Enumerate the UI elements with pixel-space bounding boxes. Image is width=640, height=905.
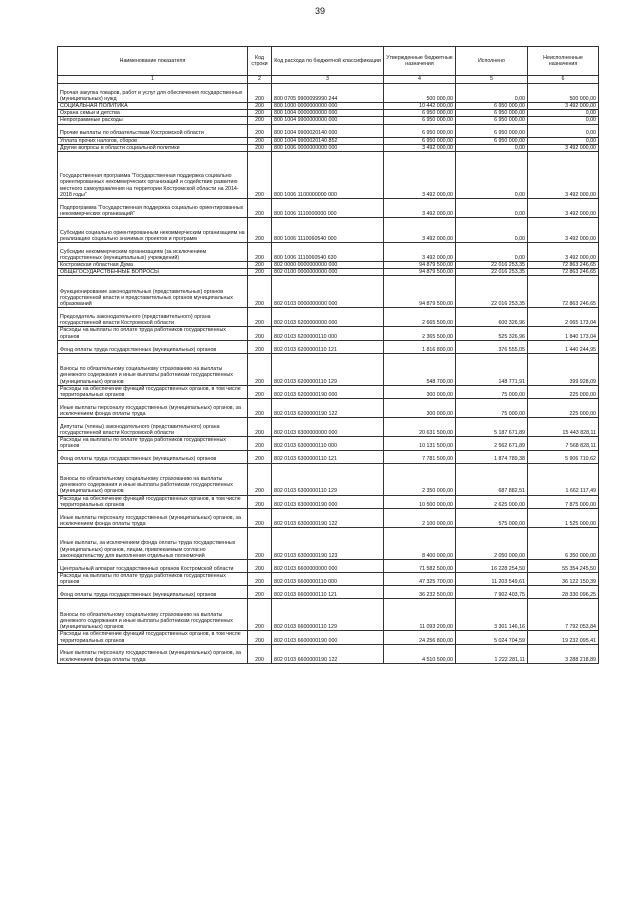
executed-amount: 22 016 253,35 — [456, 276, 528, 308]
table-row — [58, 110, 599, 117]
executed-amount: 6 950 000,00 — [456, 110, 528, 117]
executed-amount: 6 950 000,00 — [456, 137, 528, 144]
unexecuted-amount: 72 863 246,65 — [528, 269, 599, 276]
indicator-name: Взносы по обязательному социальному страхованию на выплаты денежного содержания и иные выплаты работникам государственных (муниципальных) органов — [58, 599, 248, 631]
approved-amount: 11 093 200,00 — [384, 599, 456, 631]
indicator-name: Расходы на обеспечение функций государственных органов, в том числе территориальных органов — [58, 385, 248, 398]
line-code: 200 — [248, 495, 272, 508]
table-row — [58, 218, 599, 243]
unexecuted-amount: 3 288 218,89 — [528, 644, 599, 663]
budget-code: 802 0103 6300000190 122 — [272, 509, 384, 528]
approved-amount: 24 256 800,00 — [384, 631, 456, 644]
indicator-name: Расходы на выплаты по оплате труда работников государственных органов — [58, 327, 248, 340]
unexecuted-amount: 5 906 710,62 — [528, 450, 599, 463]
unexecuted-amount: 3 492 000,00 — [528, 152, 599, 199]
table-body — [58, 84, 599, 664]
approved-amount: 1 816 800,00 — [384, 340, 456, 353]
table-row — [58, 199, 599, 218]
executed-amount: 525 326,96 — [456, 327, 528, 340]
unexecuted-amount: 3 492 000,00 — [528, 218, 599, 243]
unexecuted-amount: 7 568 828,11 — [528, 437, 599, 450]
indicator-name: Уплата прочих налогов, сборов — [58, 137, 248, 144]
table-row — [58, 269, 599, 276]
header-unexecuted: Неисполненные назначения — [528, 47, 599, 76]
executed-amount: 600 326,96 — [456, 308, 528, 327]
indicator-name: Другие вопросы в области социальной политики — [58, 144, 248, 151]
unexecuted-amount: 0,00 — [528, 110, 599, 117]
approved-amount: 10 442 000,00 — [384, 103, 456, 110]
line-code: 200 — [248, 103, 272, 110]
header-approved: Утвержденные бюджетные назначения — [384, 47, 456, 76]
indicator-name: Центральный аппарат государственных органов Костромской области — [58, 560, 248, 573]
executed-amount: 22 016 253,35 — [456, 269, 528, 276]
table-row — [58, 573, 599, 586]
approved-amount: 20 631 500,00 — [384, 418, 456, 437]
executed-amount: 22 016 253,35 — [456, 262, 528, 269]
indicator-name: Функционирование законодательных (представительных) органов государственной власти и представительных органов муниципальных образований — [58, 276, 248, 308]
budget-code: 802 0103 6200000110 121 — [272, 340, 384, 353]
approved-amount: 2 665 500,00 — [384, 308, 456, 327]
budget-code: 802 0103 6600000110 121 — [272, 586, 384, 599]
executed-amount: 6 950 000,00 — [456, 117, 528, 124]
unexecuted-amount: 1 840 173,04 — [528, 327, 599, 340]
approved-amount: 3 492 000,00 — [384, 144, 456, 151]
indicator-name: Расходы на обеспечение функций государственных органов, в том числе территориальных органов — [58, 495, 248, 508]
indicator-name: Депутаты (члены) законодательного (представительного) органа государственной власти Костромской области — [58, 418, 248, 437]
line-code: 200 — [248, 418, 272, 437]
indicator-name: Государственная программа "Государственная поддержка социально ориентированных некоммерческих организаций и содействие развитию местного самоуправления на территории Костромской области на 2014-2018 годы" — [58, 152, 248, 199]
executed-amount: 75 000,00 — [456, 399, 528, 418]
executed-amount: 6 950 000,00 — [456, 124, 528, 137]
unexecuted-amount: 19 232 095,41 — [528, 631, 599, 644]
executed-amount: 75 000,00 — [456, 385, 528, 398]
executed-amount: 0,00 — [456, 199, 528, 218]
executed-amount: 0,00 — [456, 218, 528, 243]
line-code: 200 — [248, 353, 272, 385]
approved-amount: 300 000,00 — [384, 399, 456, 418]
table-row — [58, 418, 599, 437]
table-row — [58, 137, 599, 144]
executed-amount: 2 050 000,00 — [456, 528, 528, 560]
budget-code: 800 1006 1110060540 630 — [272, 243, 384, 262]
approved-amount: 8 400 000,00 — [384, 528, 456, 560]
indicator-name: Расходы на обеспечение функций государственных органов, в том числе территориальных органов — [58, 631, 248, 644]
indicator-name: Фонд оплаты труда государственных (муниципальных) органов — [58, 586, 248, 599]
unexecuted-amount: 0,00 — [528, 117, 599, 124]
unexecuted-amount: 225 000,00 — [528, 385, 599, 398]
executed-amount: 687 882,51 — [456, 463, 528, 495]
budget-code: 800 1004 0000000000 000 — [272, 110, 384, 117]
approved-amount: 7 781 500,00 — [384, 450, 456, 463]
indicator-name: Субсидии социально ориентированным некоммерческим организациям на реализацию социально значимых проектов и программ — [58, 218, 248, 243]
indicator-name: Иные выплаты персоналу государственных (муниципальных) органов, за исключением фонда оплаты труда — [58, 399, 248, 418]
approved-amount: 3 492 000,00 — [384, 199, 456, 218]
budget-code: 802 0103 6600000190 000 — [272, 631, 384, 644]
budget-code: 802 0103 6600000110 129 — [272, 599, 384, 631]
table-row — [58, 152, 599, 199]
table-row — [58, 353, 599, 385]
executed-amount: 6 950 000,00 — [456, 103, 528, 110]
approved-amount: 2 100 000,00 — [384, 509, 456, 528]
table-row — [58, 327, 599, 340]
unexecuted-amount: 399 928,09 — [528, 353, 599, 385]
table-row — [58, 385, 599, 398]
indicator-name: Взносы по обязательному социальному страхованию на выплаты денежного содержания и иные выплаты работникам государственных (муниципальных) органов — [58, 463, 248, 495]
indicator-name: Фонд оплаты труда государственных (муниципальных) органов — [58, 340, 248, 353]
executed-amount: 0,00 — [456, 84, 528, 103]
indicator-name: Фонд оплаты труда государственных (муниципальных) органов — [58, 450, 248, 463]
column-numbers-row — [58, 76, 599, 84]
table-row — [58, 450, 599, 463]
column-number: 2 — [248, 76, 272, 84]
table-row — [58, 644, 599, 663]
table-row — [58, 144, 599, 151]
approved-amount: 10 500 000,00 — [384, 495, 456, 508]
indicator-name: Иные выплаты, за исключением фонда оплаты труда государственных (муниципальных) органов, лицам, привлекаемым согласно законодательству для выполнения отдельных полномочий — [58, 528, 248, 560]
unexecuted-amount: 225 000,00 — [528, 399, 599, 418]
budget-code: 802 0103 6300000190 123 — [272, 528, 384, 560]
unexecuted-amount: 7 792 053,84 — [528, 599, 599, 631]
table-row — [58, 243, 599, 262]
approved-amount: 3 492 000,00 — [384, 152, 456, 199]
line-code: 200 — [248, 276, 272, 308]
line-code: 200 — [248, 560, 272, 573]
budget-code: 800 1006 1110000000 000 — [272, 199, 384, 218]
column-number: 3 — [272, 76, 384, 84]
indicator-name: Подпрограмма "Государственная поддержка социально ориентированных некоммерческих организаций" — [58, 199, 248, 218]
table-row — [58, 437, 599, 450]
line-code: 200 — [248, 327, 272, 340]
page-number: 39 — [314, 6, 325, 16]
budget-code: 800 0705 9900099990 244 — [272, 84, 384, 103]
budget-code: 800 1006 0000000000 000 — [272, 144, 384, 151]
table-row — [58, 124, 599, 137]
table-row — [58, 495, 599, 508]
table-row — [58, 276, 599, 308]
line-code: 200 — [248, 463, 272, 495]
indicator-name: Иные выплаты персоналу государственных (муниципальных) органов, за исключением фонда оплаты труда — [58, 644, 248, 663]
line-code: 200 — [248, 137, 272, 144]
indicator-name: Субсидии некоммерческим организациям (за исключением государственных (муниципальных) учреждений) — [58, 243, 248, 262]
table-row — [58, 399, 599, 418]
unexecuted-amount: 3 492 000,00 — [528, 103, 599, 110]
table-row — [58, 103, 599, 110]
line-code: 200 — [248, 509, 272, 528]
table-row — [58, 528, 599, 560]
approved-amount: 548 700,00 — [384, 353, 456, 385]
table-header-row — [58, 47, 599, 76]
line-code: 200 — [248, 586, 272, 599]
budget-code: 802 0103 0000000000 000 — [272, 276, 384, 308]
table-row — [58, 599, 599, 631]
executed-amount: 0,00 — [456, 152, 528, 199]
approved-amount: 36 232 500,00 — [384, 586, 456, 599]
column-number: 5 — [456, 76, 528, 84]
unexecuted-amount: 3 492 000,00 — [528, 144, 599, 151]
budget-code: 802 0000 0000000000 000 — [272, 262, 384, 269]
unexecuted-amount: 15 443 828,11 — [528, 418, 599, 437]
line-code: 200 — [248, 573, 272, 586]
budget-code: 802 0103 6200000110 000 — [272, 327, 384, 340]
executed-amount: 3 301 146,16 — [456, 599, 528, 631]
line-code: 200 — [248, 144, 272, 151]
unexecuted-amount: 72 863 246,65 — [528, 262, 599, 269]
approved-amount: 6 950 000,00 — [384, 117, 456, 124]
indicator-name: СОЦИАЛЬНАЯ ПОЛИТИКА — [58, 103, 248, 110]
executed-amount: 1 222 281,11 — [456, 644, 528, 663]
header-line-code: Код строки — [248, 47, 272, 76]
indicator-name: Охрана семьи и детства — [58, 110, 248, 117]
approved-amount: 6 950 000,00 — [384, 124, 456, 137]
line-code: 200 — [248, 450, 272, 463]
indicator-name: Расходы на выплаты по оплате труда работников государственных органов — [58, 437, 248, 450]
indicator-name: Расходы на выплаты по оплате труда работников государственных органов — [58, 573, 248, 586]
budget-code: 802 0100 0000000000 000 — [272, 269, 384, 276]
line-code: 200 — [248, 110, 272, 117]
executed-amount: 5 187 671,89 — [456, 418, 528, 437]
column-number: 6 — [528, 76, 599, 84]
budget-code: 802 0103 6600000190 122 — [272, 644, 384, 663]
executed-amount: 2 625 000,00 — [456, 495, 528, 508]
unexecuted-amount: 3 492 000,00 — [528, 199, 599, 218]
approved-amount: 300 000,00 — [384, 385, 456, 398]
approved-amount: 71 582 500,00 — [384, 560, 456, 573]
line-code: 200 — [248, 599, 272, 631]
budget-code: 802 0103 6200000110 129 — [272, 353, 384, 385]
table-row — [58, 560, 599, 573]
budget-code: 802 0103 6200000190 000 — [272, 385, 384, 398]
unexecuted-amount: 1 440 244,95 — [528, 340, 599, 353]
budget-code: 800 1004 9900000000 000 — [272, 117, 384, 124]
budget-code: 802 0103 6600000000 000 — [272, 560, 384, 573]
executed-amount: 148 771,91 — [456, 353, 528, 385]
table-row — [58, 631, 599, 644]
budget-code: 802 0103 6600000110 000 — [272, 573, 384, 586]
approved-amount: 94 879 500,00 — [384, 276, 456, 308]
indicator-name: Иные выплаты персоналу государственных (муниципальных) органов, за исключением фонда оплаты труда — [58, 509, 248, 528]
budget-code: 800 1000 0000000000 000 — [272, 103, 384, 110]
table-row — [58, 586, 599, 599]
line-code: 200 — [248, 528, 272, 560]
budget-code: 800 1006 1110060540 000 — [272, 218, 384, 243]
unexecuted-amount: 500 000,00 — [528, 84, 599, 103]
executed-amount: 16 228 254,50 — [456, 560, 528, 573]
indicator-name: ОБЩЕГОСУДАРСТВЕННЫЕ ВОПРОСЫ — [58, 269, 248, 276]
approved-amount: 47 325 700,00 — [384, 573, 456, 586]
header-indicator-name: Наименование показателя — [58, 47, 248, 76]
indicator-name: Председатель законодательного (представительного) органа государственной власти Костромской области — [58, 308, 248, 327]
line-code: 200 — [248, 385, 272, 398]
approved-amount: 4 510 500,00 — [384, 644, 456, 663]
column-number: 4 — [384, 76, 456, 84]
line-code: 200 — [248, 399, 272, 418]
budget-code: 802 0103 6300000190 000 — [272, 495, 384, 508]
budget-code: 802 0103 6300000110 129 — [272, 463, 384, 495]
approved-amount: 500 000,00 — [384, 84, 456, 103]
unexecuted-amount: 55 354 245,50 — [528, 560, 599, 573]
unexecuted-amount: 28 330 096,25 — [528, 586, 599, 599]
line-code: 200 — [248, 644, 272, 663]
budget-code: 802 0103 6200000190 122 — [272, 399, 384, 418]
column-number: 1 — [58, 76, 248, 84]
approved-amount: 3 492 000,00 — [384, 243, 456, 262]
unexecuted-amount: 1 662 117,49 — [528, 463, 599, 495]
executed-amount: 575 000,00 — [456, 509, 528, 528]
line-code: 200 — [248, 308, 272, 327]
line-code: 200 — [248, 218, 272, 243]
line-code: 200 — [248, 631, 272, 644]
executed-amount: 5 024 704,59 — [456, 631, 528, 644]
indicator-name: Непрограммные расходы — [58, 117, 248, 124]
table-row — [58, 463, 599, 495]
executed-amount: 2 562 671,89 — [456, 437, 528, 450]
line-code: 200 — [248, 199, 272, 218]
unexecuted-amount: 0,00 — [528, 137, 599, 144]
approved-amount: 2 350 000,00 — [384, 463, 456, 495]
executed-amount: 11 203 549,61 — [456, 573, 528, 586]
unexecuted-amount: 2 065 173,04 — [528, 308, 599, 327]
unexecuted-amount: 1 525 000,00 — [528, 509, 599, 528]
line-code: 200 — [248, 437, 272, 450]
budget-code: 802 0103 6300000110 000 — [272, 437, 384, 450]
budget-code: 800 1004 9900020140 852 — [272, 137, 384, 144]
unexecuted-amount: 6 350 000,00 — [528, 528, 599, 560]
line-code: 200 — [248, 124, 272, 137]
budget-code: 802 0103 6300000000 000 — [272, 418, 384, 437]
line-code: 200 — [248, 84, 272, 103]
line-code: 200 — [248, 262, 272, 269]
executed-amount: 376 555,05 — [456, 340, 528, 353]
approved-amount: 3 492 000,00 — [384, 218, 456, 243]
line-code: 200 — [248, 243, 272, 262]
unexecuted-amount: 0,00 — [528, 124, 599, 137]
approved-amount: 6 950 000,00 — [384, 137, 456, 144]
unexecuted-amount: 3 492 000,00 — [528, 243, 599, 262]
approved-amount: 2 365 500,00 — [384, 327, 456, 340]
executed-amount: 0,00 — [456, 144, 528, 151]
table-row — [58, 84, 599, 103]
approved-amount: 94 879 500,00 — [384, 262, 456, 269]
indicator-name: Взносы по обязательному социальному страхованию на выплаты денежного содержания и иные выплаты работникам государственных (муниципальных) органов — [58, 353, 248, 385]
header-executed: Исполнено — [456, 47, 528, 76]
budget-code: 800 1004 9900020140 000 — [272, 124, 384, 137]
indicator-name: Прочие выплаты по обязательствам Костромской области — [58, 124, 248, 137]
table-row — [58, 509, 599, 528]
unexecuted-amount: 36 122 150,39 — [528, 573, 599, 586]
approved-amount: 94 879 500,00 — [384, 269, 456, 276]
line-code: 200 — [248, 117, 272, 124]
unexecuted-amount: 72 863 246,65 — [528, 276, 599, 308]
budget-code: 800 1006 1100000000 000 — [272, 152, 384, 199]
indicator-name: Костромская областная Дума — [58, 262, 248, 269]
table-row — [58, 262, 599, 269]
executed-amount: 1 874 789,38 — [456, 450, 528, 463]
table-row — [58, 340, 599, 353]
line-code: 200 — [248, 152, 272, 199]
table-row — [58, 117, 599, 124]
line-code: 200 — [248, 269, 272, 276]
line-code: 200 — [248, 340, 272, 353]
executed-amount: 0,00 — [456, 243, 528, 262]
executed-amount: 7 902 403,75 — [456, 586, 528, 599]
approved-amount: 10 131 500,00 — [384, 437, 456, 450]
budget-code: 802 0103 6300000110 121 — [272, 450, 384, 463]
table-row — [58, 308, 599, 327]
header-budget-code: Код расхода по бюджетной классификации — [272, 47, 384, 76]
budget-execution-table — [57, 46, 599, 664]
approved-amount: 6 950 000,00 — [384, 110, 456, 117]
indicator-name: Прочая закупка товаров, работ и услуг для обеспечения государственных (муниципальных) нужд — [58, 84, 248, 103]
budget-code: 802 0103 6200000000 000 — [272, 308, 384, 327]
unexecuted-amount: 7 875 000,00 — [528, 495, 599, 508]
